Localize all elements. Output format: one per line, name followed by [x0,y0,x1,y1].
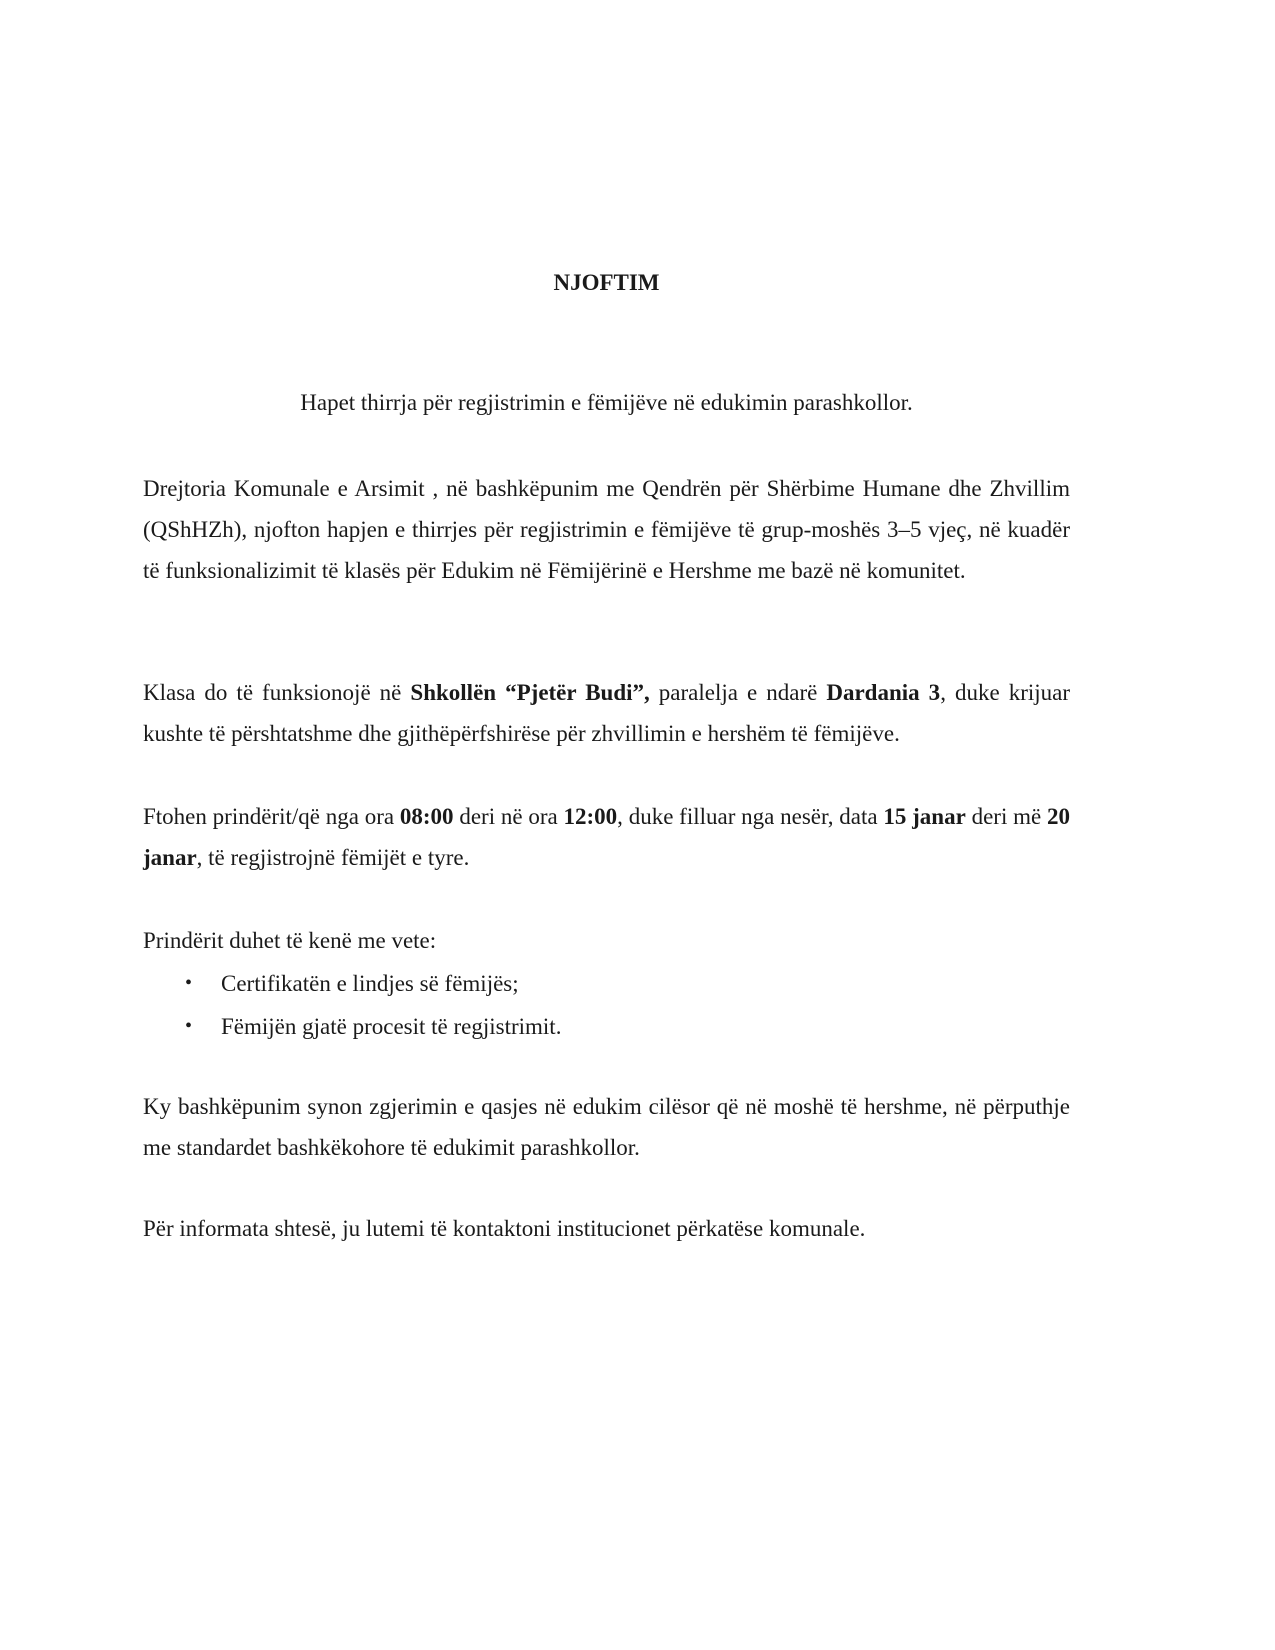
bullet-icon: • [185,1015,193,1037]
text: , të regjistrojnë fëmijët e tyre. [196,845,470,870]
bullet-icon: • [185,972,193,994]
paragraph-schedule [143,796,1070,878]
text: deri në ora [453,804,564,829]
text: paralelja e ndarë [649,680,827,705]
time-start: 08:00 [399,804,454,829]
date-start: 15 janar [883,804,966,829]
paragraph-requirements-intro: Prindërit duhet të kenë me vete: [143,928,437,953]
document-title: NJOFTIM [553,270,660,295]
list-item [143,1005,1070,1048]
paragraph-goal: Ky bashkëpunim synon zgjerimin e qasjes në edukim cilësor që në moshë të hershme, në përputhje me standardet bashkëkohore të edukimit parashkollor. [143,1094,1070,1160]
list-item [143,962,1070,1005]
document-subtitle: Hapet thirrja për regjistrimin e fëmijëve në edukimin parashkollor. [300,390,913,415]
paragraph-intro: Drejtoria Komunale e Arsimit , në bashkëpunim me Qendrën për Shërbime Humane dhe Zhvillim (QShHZh), njofton hapjen e thirrjes për regjistrimin e fëmijëve të grup-moshës 3–5 vjeç, në kuadër të funksionalizimit të klasës për Edukim në Fëmijërinë e Hershme me bazë në komunitet. [143,476,1070,583]
time-end: 12:00 [563,804,618,829]
branch-name: Dardania 3 [826,680,941,705]
list-item-text: Fëmijën gjatë procesit të regjistrimit. [221,1014,562,1039]
text: , duke filluar nga nesër, data [617,804,884,829]
school-name: Shkollën “Pjetër Budi”, [410,680,650,705]
text: Klasa do të funksionojë në [143,680,411,705]
date-end: 20 janar [143,804,1070,870]
paragraph-location [143,672,1070,754]
text: Ftohen prindërit/që nga ora [143,804,400,829]
text: deri më [965,804,1047,829]
paragraph-contact: Për informata shtesë, ju lutemi të kontaktoni institucionet përkatëse komunale. [143,1216,866,1241]
requirements-list [143,962,1070,1048]
list-item-text: Certifikatën e lindjes së fëmijës; [221,971,519,996]
text: , duke krijuar kushte të përshtatshme dhe gjithëpërfshirëse për zhvillimin e hershëm të fëmijëve. [143,680,1071,746]
